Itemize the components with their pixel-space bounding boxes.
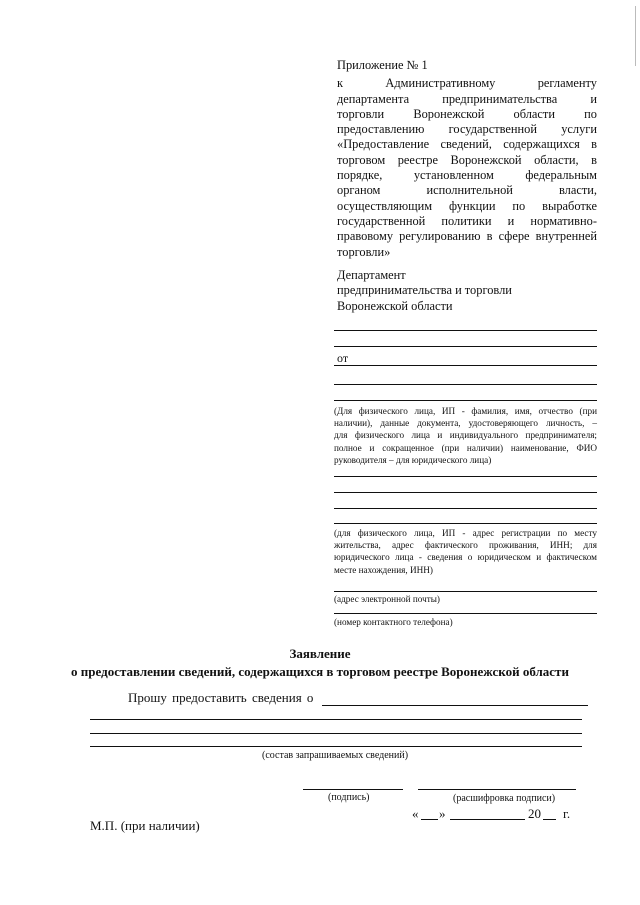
request-input-line[interactable]	[322, 705, 588, 706]
decoding-caption: (расшифровка подписи)	[453, 793, 556, 804]
appendix-block	[337, 58, 597, 260]
blank-line[interactable]	[334, 346, 597, 347]
applicant-caption	[334, 405, 597, 466]
appendix-line: департамента предпринимательства и	[337, 91, 597, 106]
caption-line: для физического лица и индивидуального предпринимателя;	[334, 430, 597, 441]
recipient-line: предпринимательства и торговли	[337, 283, 512, 298]
signature-caption: (подпись)	[328, 792, 370, 803]
blank-line[interactable]	[334, 523, 597, 524]
phone-caption: (номер контактного телефона)	[334, 617, 453, 627]
date-close-quote: »	[439, 806, 446, 821]
appendix-line: торговли»	[337, 244, 391, 259]
caption-line: (Для физического лица, ИП - фамилия, имя, отчество (при	[334, 406, 597, 416]
request-input-line[interactable]	[90, 719, 582, 720]
email-line[interactable]	[334, 591, 597, 592]
statement-subtitle: о предоставлении сведений, содержащихся в торговом реестре Воронежской области	[71, 664, 569, 679]
appendix-line: торговом реестре Воронежской области, в	[337, 152, 597, 167]
email-caption: (адрес электронной почты)	[334, 594, 440, 604]
appendix-line: торговли Воронежской области по	[337, 106, 597, 121]
from-label: от	[337, 351, 349, 365]
caption-line: полное и сокращенное (при наличии) наименование, ФИО	[334, 442, 597, 453]
recipient-line: Воронежской области	[337, 298, 453, 313]
stamp-label: М.П. (при наличии)	[90, 818, 200, 833]
address-caption	[334, 527, 597, 576]
blank-line[interactable]	[334, 400, 597, 401]
date-open-quote: «	[412, 806, 419, 821]
appendix-line: к Административному регламенту	[337, 76, 597, 91]
caption-line: месте нахождения, ИНН)	[334, 564, 433, 575]
blank-line[interactable]	[334, 384, 597, 385]
request-input-line[interactable]	[90, 733, 582, 734]
blank-line[interactable]	[334, 476, 597, 477]
caption-line: наличии), данные документа, удостоверяющего личность, –	[334, 418, 597, 429]
appendix-title: Приложение № 1	[337, 58, 428, 72]
statement-title: Заявление	[289, 646, 351, 661]
appendix-line: «Предоставление сведений, содержащихся в	[337, 137, 597, 152]
date-year-line[interactable]	[543, 819, 556, 820]
appendix-line: органом исполнительной власти,	[337, 183, 597, 198]
appendix-line: порядке, установленном федеральным	[337, 168, 597, 183]
date-suffix: г.	[563, 806, 571, 821]
caption-line: (для физического лица, ИП - адрес регистрации по месту	[334, 528, 597, 538]
scan-edge-mark	[635, 6, 636, 66]
appendix-line: осуществляющим функции по выработке	[337, 198, 597, 213]
recipient-line: Департамент	[337, 268, 406, 282]
recipient-block	[337, 268, 597, 314]
signature-line[interactable]	[303, 789, 403, 790]
appendix-line: правовому регулированию в сфере внутренней	[337, 229, 597, 244]
request-input-line[interactable]	[90, 746, 582, 747]
date-day-line[interactable]	[421, 819, 438, 820]
blank-line[interactable]	[334, 492, 597, 493]
blank-line[interactable]	[334, 330, 597, 331]
decoding-line[interactable]	[418, 789, 576, 790]
appendix-line: предоставлению государственной услуги	[337, 122, 597, 137]
phone-line[interactable]	[334, 613, 597, 614]
caption-line: юридического лица - сведения о юридическом и фактическом	[334, 552, 597, 563]
date-month-line[interactable]	[450, 819, 525, 820]
request-text: Прошу предоставить сведения о	[128, 690, 314, 705]
date-year-prefix: 20	[528, 806, 541, 821]
applicant-name-line[interactable]	[334, 365, 597, 366]
caption-line: жительства, адрес фактического проживания, ИНН; для	[334, 540, 597, 551]
blank-line[interactable]	[334, 508, 597, 509]
appendix-line: государственной политики и нормативно-	[337, 213, 597, 228]
requested-caption: (состав запрашиваемых сведений)	[262, 750, 409, 761]
caption-line: руководителя – для юридического лица)	[334, 454, 492, 465]
